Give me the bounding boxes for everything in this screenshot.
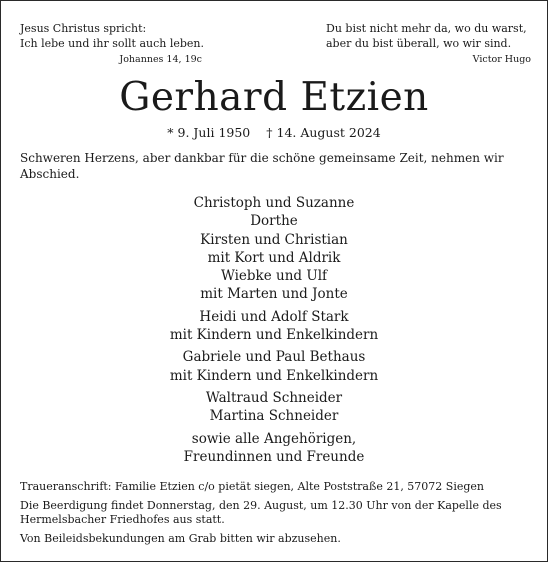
notice-footer [20,480,535,550]
family-group [1,194,547,304]
mourner-line: Kirsten und Christian [200,231,348,248]
mourner-line: mit Kindern und Enkelkindern [169,327,379,344]
quote-right-line: Du bist nicht mehr da, wo du warst, [326,22,527,35]
family-group [1,430,547,467]
mourner-line: Waltraud Schneider [205,389,343,406]
mourner-line: Martina Schneider [209,408,339,425]
life-dates [1,125,547,141]
mourner-line: mit Kindern und Enkelkindern [169,367,379,384]
farewell-text: Schweren Herzens, aber dankbar für die schöne gemeinsame Zeit, nehmen wir Abschied. [20,151,504,181]
mourner-line: Freundinnen und Freunde [183,448,365,465]
mourner-line: Heidi und Adolf Stark [199,308,349,325]
mourner-line: mit Kort und Aldrik [207,249,341,266]
mourner-line: Gabriele und Paul Bethaus [182,349,366,366]
birth-date: * 9. Juli 1950 [167,125,251,140]
death-date: † 14. August 2024 [266,125,381,140]
mourner-line: mit Marten und Jonte [200,286,348,303]
mourner-line: sowie alle Angehörigen, [191,430,357,447]
quote-left-source: Johannes 14, 19c [119,54,202,65]
hugo-quote [326,21,531,67]
mourner-line: Wiebke und Ulf [220,268,328,285]
quote-left-line: Ich lebe und ihr sollt auch leben. [20,37,204,50]
condolence-note: Von Beileidsbekundungen am Grab bitten wir abzusehen. [20,531,341,545]
bible-quote [20,21,270,67]
family-group [1,348,547,385]
deceased-name: Gerhard Etzien [119,75,429,120]
quote-right-line: aber du bist überall, wo wir sind. [326,37,512,50]
mourner-line: Christoph und Suzanne [193,195,355,211]
mourner-line: Dorthe [250,213,298,230]
mourning-address: Traueranschrift: Familie Etzien c/o pietät siegen, Alte Poststraße 21, 57072 Siegen [20,480,484,493]
family-group [1,389,547,426]
family-group [1,308,547,345]
funeral-info: Die Beerdigung findet Donnerstag, den 29. August, um 12.30 Uhr von der Kapelle des Hermelsbacher Friedhofes aus statt. [20,498,502,526]
quote-left-line: Jesus Christus spricht: [20,22,147,35]
mourners-list [1,194,547,470]
quote-right-source: Victor Hugo [472,54,531,65]
